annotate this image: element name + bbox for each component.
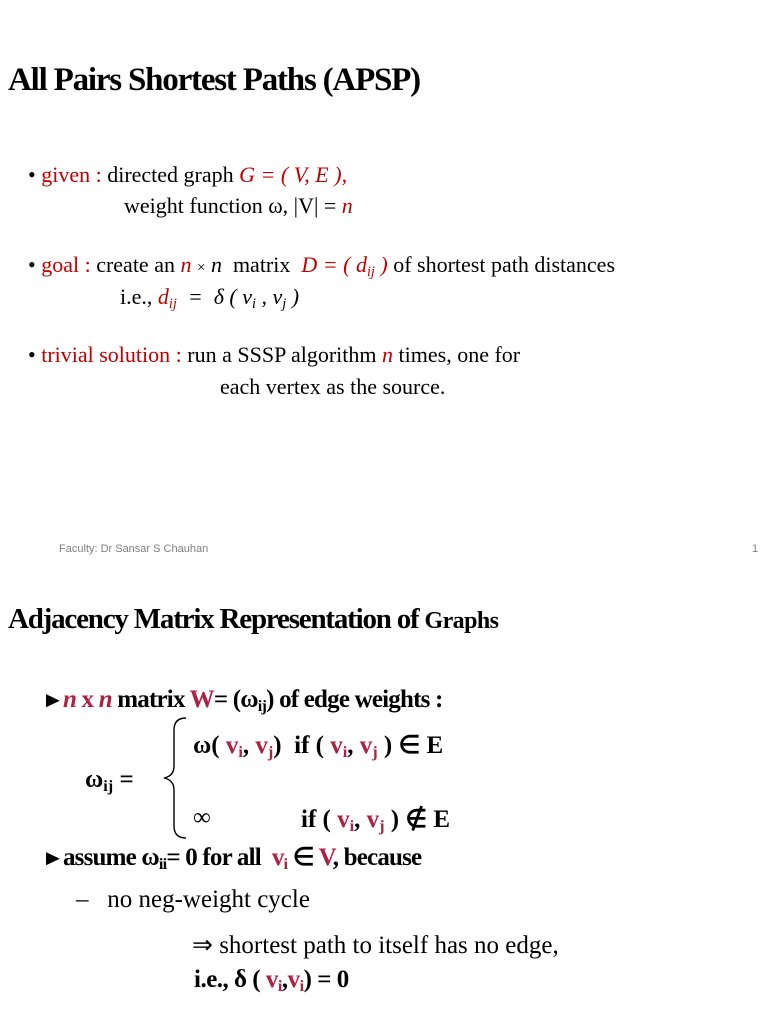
goal-label: goal :	[41, 252, 91, 277]
ie-text: i.e.,	[120, 284, 153, 309]
dash-bullet: –	[76, 886, 89, 913]
trivial-text-2: times, one for	[398, 342, 521, 367]
arrow-bullet-icon: ►	[41, 845, 64, 870]
implies-line: ⇒ shortest path to itself has no edge,	[192, 932, 559, 959]
n-symbol: n	[382, 342, 394, 367]
bullet-char: •	[28, 252, 36, 277]
bullet-char: •	[28, 342, 36, 367]
goal-text-2: matrix	[232, 252, 291, 277]
brace-icon	[160, 716, 190, 840]
bullet-char: •	[28, 162, 36, 187]
d-symbol: $d_{ij}$	[355, 252, 375, 280]
goal-line-2	[120, 284, 299, 310]
page-number: 1	[752, 543, 759, 555]
weight-function-text: weight function ω, |V| =	[124, 193, 337, 218]
matrix-text: matrix	[117, 686, 185, 713]
omega-ij-lhs: $\omega_{ij}$ =	[85, 766, 134, 795]
bullet-goal	[28, 252, 615, 278]
slide-2-title: Adjacency Matrix Representation of Graphs	[8, 603, 499, 635]
n-symbol: n	[341, 193, 353, 218]
n-symbol: n	[62, 686, 77, 713]
case-no-edge-condition: if ( $v_i$, $v_j$ ) ∉ E	[301, 806, 451, 835]
given-label: given :	[41, 162, 102, 187]
omega-open: = (ω	[213, 686, 258, 713]
given-text: directed graph	[107, 162, 234, 187]
graph-notation: G = ( V, E ),	[239, 162, 348, 187]
goal-text-3: of shortest path distances	[393, 252, 616, 277]
bullet-trivial	[28, 342, 520, 368]
trivial-line-2: each vertex as the source.	[220, 374, 446, 399]
times-symbol: ×	[196, 260, 206, 276]
n-symbol: n	[210, 252, 222, 277]
ij-subscript: ij	[257, 697, 267, 715]
arrow-bullet-icon: ►	[41, 687, 64, 712]
d-ij: $d_{ij}$	[157, 284, 177, 312]
given-line-2	[124, 193, 353, 219]
trivial-label: trivial solution :	[41, 342, 182, 367]
W-symbol: W	[189, 686, 214, 713]
ie-delta-line: i.e., δ ( $v_i,v_i) = 0$	[194, 966, 349, 995]
edge-weights-text: ) of edge weights :	[266, 686, 443, 713]
goal-text-1: create an	[96, 252, 175, 277]
matrix-line	[42, 686, 443, 714]
footer-faculty: Faculty: Dr Sansar S Chauhan	[59, 543, 209, 555]
n-symbol: n	[98, 686, 112, 713]
trivial-text-1: run a SSSP algorithm	[187, 342, 377, 367]
close-paren: )	[380, 252, 388, 277]
case-no-edge	[193, 804, 211, 832]
bullet-given	[28, 162, 347, 188]
page-title: All Pairs Shortest Paths (APSP)	[8, 62, 420, 98]
matrix-D: D = (	[301, 252, 351, 277]
n-symbol: n	[180, 252, 192, 277]
equals: =	[187, 284, 203, 309]
case-edge: ω( $v_i$, $v_j$) if ( $v_i$, $v_j$ ) ∈ E	[193, 732, 444, 761]
x-symbol: x	[81, 686, 94, 713]
delta-expr: δ ( $v_i$ , $v_j$ )	[213, 284, 300, 312]
assume-line: ►assume $\omega_{ii}= 0$ for all $v_i$ ∈ V, because	[41, 844, 422, 873]
infinity-symbol: ∞	[193, 804, 211, 831]
no-neg-line: – no neg-weight cycle	[76, 886, 310, 913]
